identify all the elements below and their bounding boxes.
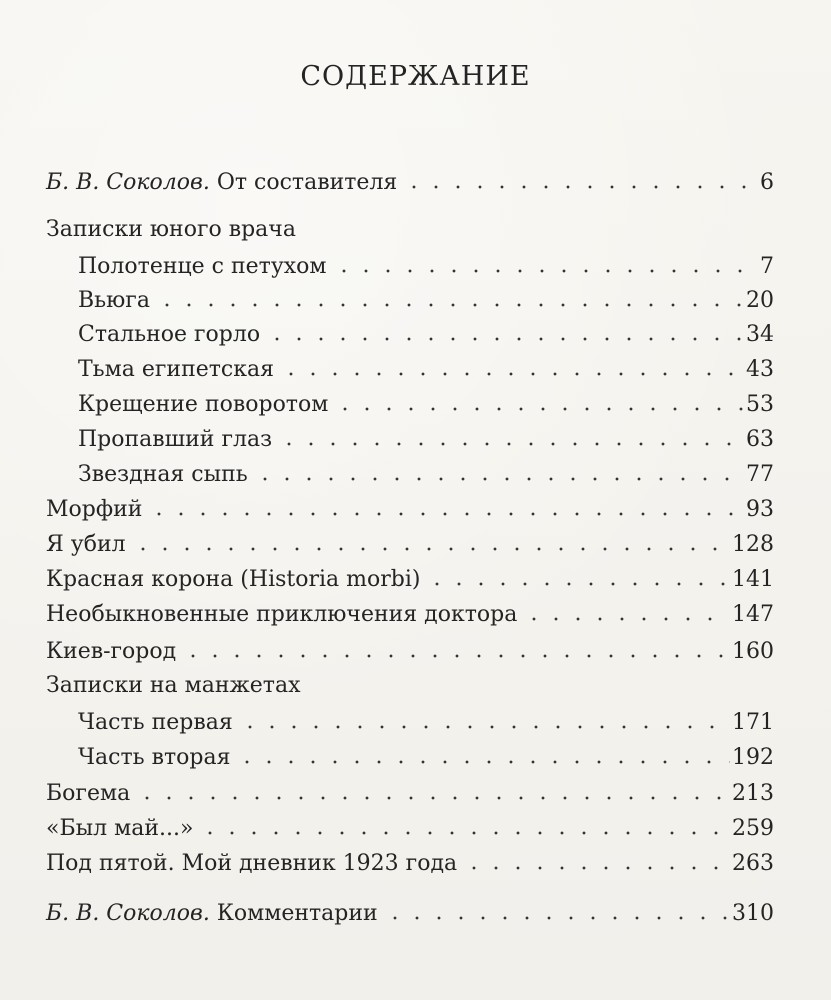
toc-entry-under-heel <box>46 848 774 880</box>
toc-entry-title: Под пятой. Мой дневник 1923 года <box>46 851 458 876</box>
toc-entry-page: 128 <box>732 532 774 557</box>
toc-entry-title: Часть первая <box>78 710 233 735</box>
dot-leader <box>132 547 730 551</box>
dot-leader <box>148 512 744 516</box>
toc-entry-page: 147 <box>732 602 774 627</box>
toc-entry-label <box>46 898 384 930</box>
toc-entry-from-compiler <box>46 167 774 199</box>
toc-entry-page: 93 <box>746 497 774 522</box>
toc-entry-title: Полотенце с петухом <box>78 254 327 279</box>
toc-entry-title: Часть вторая <box>78 745 231 770</box>
toc-section-young-doctor <box>46 214 774 246</box>
toc-entry-page: 192 <box>732 745 774 770</box>
dot-leader <box>199 831 730 835</box>
toc-entry-title: Стальное горло <box>78 322 261 347</box>
toc-entry-title: Я убил <box>46 532 126 557</box>
toc-section-title: Записки на манжетах <box>46 673 301 698</box>
toc-section-title: Записки юного врача <box>46 217 296 242</box>
toc-entry-page: 63 <box>746 427 774 452</box>
toc-entry-vanished-eye <box>78 424 774 456</box>
toc-entry-page: 213 <box>732 781 774 806</box>
dot-leader <box>254 477 744 481</box>
toc-entry-title: Пропавший глаз <box>78 427 273 452</box>
toc-entry-kiev <box>46 636 774 668</box>
toc-entry-page: 43 <box>746 357 774 382</box>
dot-leader <box>426 582 730 586</box>
toc-entry-adventures <box>46 599 774 631</box>
dot-leader <box>236 760 730 764</box>
dot-leader <box>523 617 730 621</box>
toc-entry-commentary <box>46 898 774 930</box>
toc-entry-part-two <box>78 742 774 774</box>
dot-leader <box>280 372 744 376</box>
toc-section-cuffs <box>46 670 774 702</box>
toc-entry-page: 6 <box>760 170 774 195</box>
toc-entry-bohemia <box>46 778 774 810</box>
toc-entry-page: 77 <box>746 462 774 487</box>
toc-entry-title: От составителя <box>216 170 398 195</box>
toc-entry-title: Звездная сыпь <box>78 462 248 487</box>
toc-entry-page: 7 <box>760 254 774 279</box>
toc-entry-title: Необыкновенные приключения доктора <box>46 602 518 627</box>
toc-entry-author: Б. В. Соколов. <box>46 901 210 926</box>
dot-leader <box>182 654 730 658</box>
toc-entry-egyptian-darkness <box>78 354 774 386</box>
dot-leader <box>384 916 730 920</box>
toc-entry-title: Красная корона (Historia morbi) <box>46 567 421 592</box>
toc-entry-it-was-may <box>46 813 774 845</box>
dot-leader <box>403 185 754 189</box>
dot-leader <box>156 303 744 307</box>
toc-entry-morphine <box>46 494 774 526</box>
toc-entry-baptism <box>78 389 774 421</box>
toc-entry-title: Морфий <box>46 497 143 522</box>
toc-entry-page: 34 <box>746 322 774 347</box>
toc-entry-title: «Был май...» <box>46 816 194 841</box>
toc-entry-page: 53 <box>746 392 774 417</box>
dot-leader <box>266 337 744 341</box>
toc-entry-blizzard <box>78 285 774 317</box>
toc-entry-page: 259 <box>732 816 774 841</box>
dot-leader <box>334 407 744 411</box>
toc-entry-page: 20 <box>746 288 774 313</box>
toc-entry-steel-throat <box>78 319 774 351</box>
page-title: СОДЕРЖАНИЕ <box>300 61 531 92</box>
dot-leader <box>278 442 744 446</box>
toc-entry-i-killed <box>46 529 774 561</box>
dot-leader <box>136 796 730 800</box>
toc-entry-star-rash <box>78 459 774 491</box>
toc-entry-page: 171 <box>732 710 774 735</box>
dot-leader <box>239 725 730 729</box>
toc-entry-title: Крещение поворотом <box>78 392 329 417</box>
toc-entry-page: 160 <box>732 639 774 664</box>
toc-entry-title: Вьюга <box>78 288 150 313</box>
toc-entry-title: Тьма египетская <box>78 357 275 382</box>
toc-entry-label <box>46 167 403 199</box>
toc-entry-page: 263 <box>732 851 774 876</box>
dot-leader <box>333 269 754 273</box>
toc-entry-towel <box>78 251 774 283</box>
toc-entry-part-one <box>78 707 774 739</box>
toc-entry-title: Киев-город <box>46 639 177 664</box>
dot-leader <box>463 866 730 870</box>
toc-entry-page: 141 <box>732 567 774 592</box>
toc-entry-page: 310 <box>732 901 774 926</box>
toc-entry-title: Комментарии <box>216 901 378 926</box>
toc-entry-title: Богема <box>46 781 131 806</box>
toc-entry-author: Б. В. Соколов. <box>46 170 210 195</box>
toc-entry-red-crown <box>46 564 774 596</box>
